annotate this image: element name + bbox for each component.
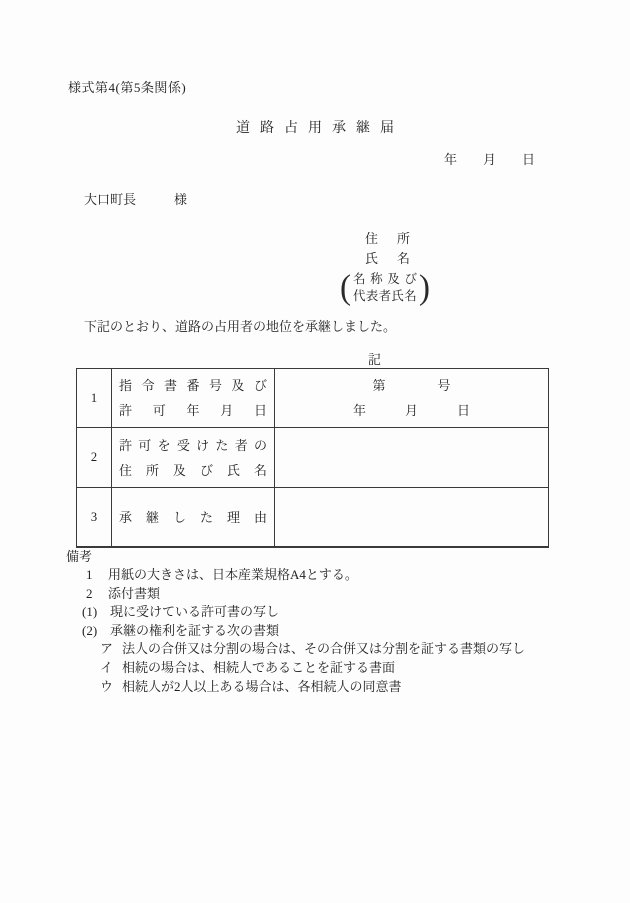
note-text: 相続の場合は、相続人であることを証する書面: [122, 659, 396, 675]
row-value: [275, 488, 549, 548]
note-marker: ア: [100, 641, 114, 657]
row-value: [275, 428, 549, 488]
row-value: [275, 369, 549, 428]
note-marker: (1): [82, 604, 98, 620]
row-number: 1: [77, 369, 112, 428]
addressee-honorific: 様: [174, 192, 188, 207]
document-title: [0, 117, 630, 137]
note-item: [100, 640, 525, 659]
note-item: [100, 678, 525, 697]
note-marker: (2): [82, 622, 98, 638]
date-line: 年 月 日: [444, 152, 536, 167]
notes-heading: 備考: [66, 549, 93, 564]
note-item: [82, 603, 525, 622]
applicant-name-label: 氏 名: [365, 251, 414, 266]
org-label-lines: [353, 271, 417, 305]
table-row-succession-reason: [77, 488, 549, 548]
representative-name-label: 代表者氏名: [353, 289, 418, 303]
row-label-line: 許 可 年 月 日: [119, 403, 267, 418]
row-label-line: 指 令 書 番 号 及 び: [119, 378, 267, 393]
ki-label: 記: [368, 352, 382, 367]
note-text: 添付書類: [108, 585, 161, 601]
org-name-label: 名 称 及 び: [353, 272, 417, 286]
note-marker: ウ: [100, 678, 114, 694]
row-label: [112, 369, 275, 428]
body-statement: 下記のとおり、道路の占用者の地位を承継しました。: [84, 319, 397, 334]
note-item: [86, 585, 525, 604]
row-label-line: 許 可 を 受 け た 者 の: [119, 437, 267, 453]
bracket-close: ): [419, 269, 430, 307]
note-marker: イ: [100, 659, 114, 675]
note-text: 承継の権利を証する次の書類: [110, 622, 280, 638]
note-item: [86, 566, 525, 585]
form-number: 様式第4(第5条関係): [68, 80, 187, 95]
applicant-address-label: 住 所: [365, 231, 414, 246]
applicant-org-block: [340, 270, 430, 306]
notes-section: [66, 547, 525, 696]
detail-table: [76, 368, 549, 548]
addressee-name: 大口町長: [84, 192, 137, 207]
document-title-text: 道路占用承継届: [236, 121, 404, 136]
note-item: [100, 659, 525, 678]
addressee-line: [84, 189, 187, 208]
note-text: 現に受けている許可書の写し: [110, 604, 280, 620]
row-value-line: 第 号: [372, 378, 451, 393]
note-marker: 1: [86, 567, 93, 582]
note-text: 用紙の大きさは、日本産業規格A4とする。: [108, 567, 358, 582]
row-value-line: 年 月 日: [352, 403, 470, 418]
note-text: 法人の合併又は分割の場合は、その合併又は分割を証する書類の写し: [122, 641, 526, 657]
bracket-open: (: [340, 269, 351, 307]
note-text: 相続人が2人以上ある場合は、各相続人の同意書: [122, 678, 402, 694]
row-number: 3: [77, 488, 112, 548]
applicant-block: [340, 229, 430, 306]
note-item: [82, 622, 525, 641]
row-label-line: 住 所 及 び 氏 名: [119, 462, 267, 478]
note-marker: 2: [86, 585, 93, 601]
row-number: 2: [77, 428, 112, 488]
table-row-permit-holder: [77, 428, 549, 488]
row-label: [112, 428, 275, 488]
row-label: [112, 488, 275, 548]
table-row-directive-number: [77, 369, 549, 428]
row-label-line: 承 継 し た 理 由: [119, 509, 267, 525]
